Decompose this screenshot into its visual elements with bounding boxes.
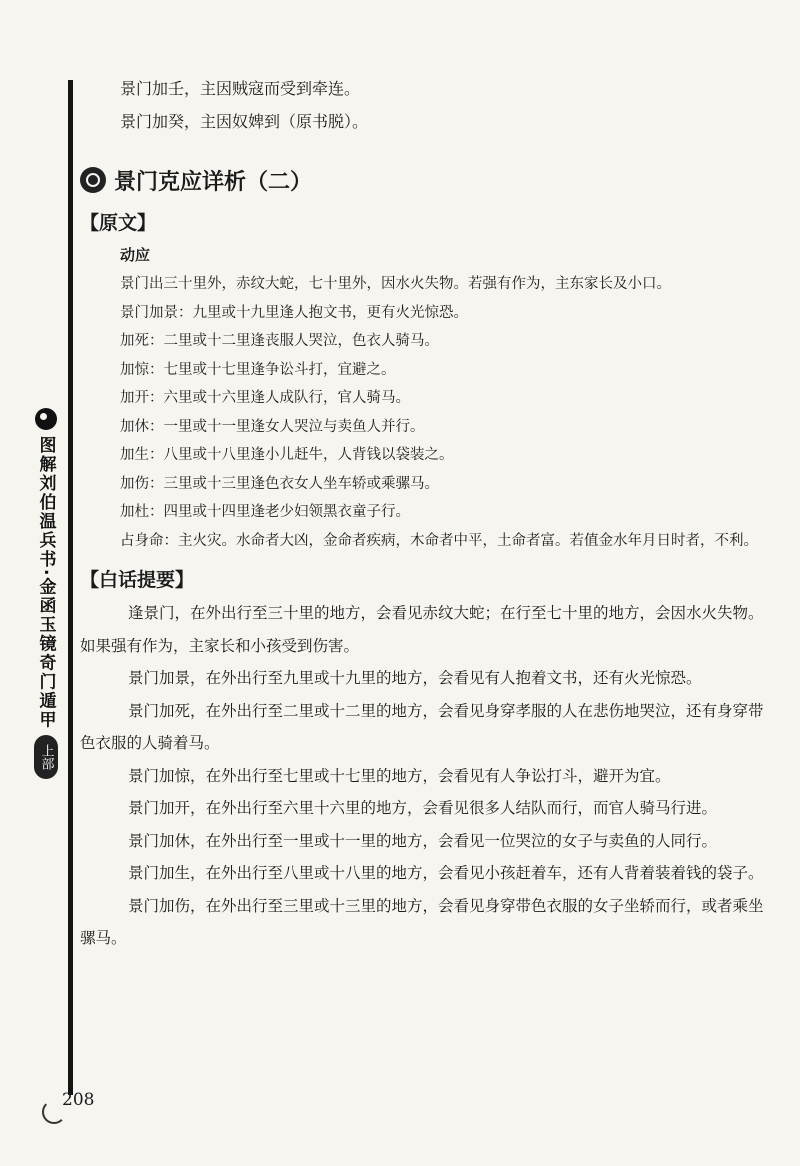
vernacular-heading: 【白话提要】 (80, 569, 195, 591)
original-subheading: 动应 (120, 246, 151, 264)
section-title: 景门克应详析（二） (114, 169, 313, 195)
vernacular-paragraph: 景门加伤，在外出行至三里或十三里的地方，会看见身穿带色衣服的女子坐轿而行，或者乘坐骡马。 (80, 896, 764, 947)
original-paragraph: 景门出三十里外，赤纹大蛇，七十里外，因水火失物。若强有作为，主东家长及小口。 (120, 276, 671, 292)
original-paragraph: 占身命：主火灾。水命者大凶，金命者疾病，木命者中平，土命者富。若值金水年月日时者，不利。 (120, 532, 758, 549)
vernacular-paragraph: 景门加景，在外出行至九里或十九里的地方，会看见有人抱着文书，还有火光惊恐。 (128, 669, 702, 687)
original-paragraph: 加杜：四里或十四里逢老少妇领黑衣童子行。 (120, 504, 410, 520)
margin-rule (68, 80, 73, 1095)
original-paragraph: 加死：二里或十二里逢丧服人哭泣，色衣人骑马。 (120, 333, 439, 349)
original-paragraph: 加开：六里或十六里逢人成队行，官人骑马。 (120, 390, 410, 406)
section-heading (80, 158, 770, 202)
original-paragraph: 加休：一里或十一里逢女人哭泣与卖鱼人并行。 (120, 418, 425, 435)
original-heading: 【原文】 (80, 212, 157, 234)
top-line: 景门加癸，主因奴婢到（原书脱）。 (120, 112, 369, 131)
sidebar (30, 408, 62, 779)
vernacular-paragraph: 景门加开，在外出行至六里十六里的地方，会看见很多人结队而行，而官人骑马行进。 (128, 799, 718, 817)
original-paragraph: 加惊：七里或十七里逢争讼斗打，宜避之。 (120, 361, 396, 378)
original-paragraph: 景门加景：九里或十九里逢人抱文书，更有火光惊恐。 (120, 304, 468, 321)
volume-badge: 上部 (34, 735, 58, 779)
top-line: 景门加壬，主因贼寇而受到牵连。 (120, 79, 361, 98)
section-icon (80, 167, 106, 193)
vernacular-paragraph: 景门加死，在外出行至二里或十二里的地方，会看见身穿孝服的人在悲伤地哭泣，还有身穿带色衣服的人骑着马。 (80, 701, 764, 752)
book-title: 图解刘伯温兵书·金函玉镜奇门遁甲 (35, 436, 56, 730)
page-number: 208 (62, 1090, 95, 1110)
vernacular-paragraph: 景门加休，在外出行至一里或十一里的地方，会看见一位哭泣的女子与卖鱼的人同行。 (128, 831, 718, 850)
original-paragraph: 加伤：三里或十三里逢色衣女人坐车轿或乘骡马。 (120, 475, 439, 492)
vernacular-paragraph: 景门加惊，在外出行至七里或十七里的地方，会看见有人争讼打斗，避开为宜。 (128, 766, 671, 785)
vernacular-paragraph: 景门加生，在外出行至八里或十八里的地方，会看见小孩赶着车，还有人背着装着钱的袋子。 (128, 864, 764, 882)
vernacular-paragraph: 逢景门，在外出行至三十里的地方，会看见赤纹大蛇；在行至七十里的地方，会因水火失物。如果强有作为，主家长和小孩受到伤害。 (80, 604, 764, 655)
page-content (80, 72, 770, 955)
yin-yang-icon (35, 408, 57, 430)
original-paragraph: 加生：八里或十八里逢小儿赶牛，人背钱以袋装之。 (120, 447, 454, 463)
